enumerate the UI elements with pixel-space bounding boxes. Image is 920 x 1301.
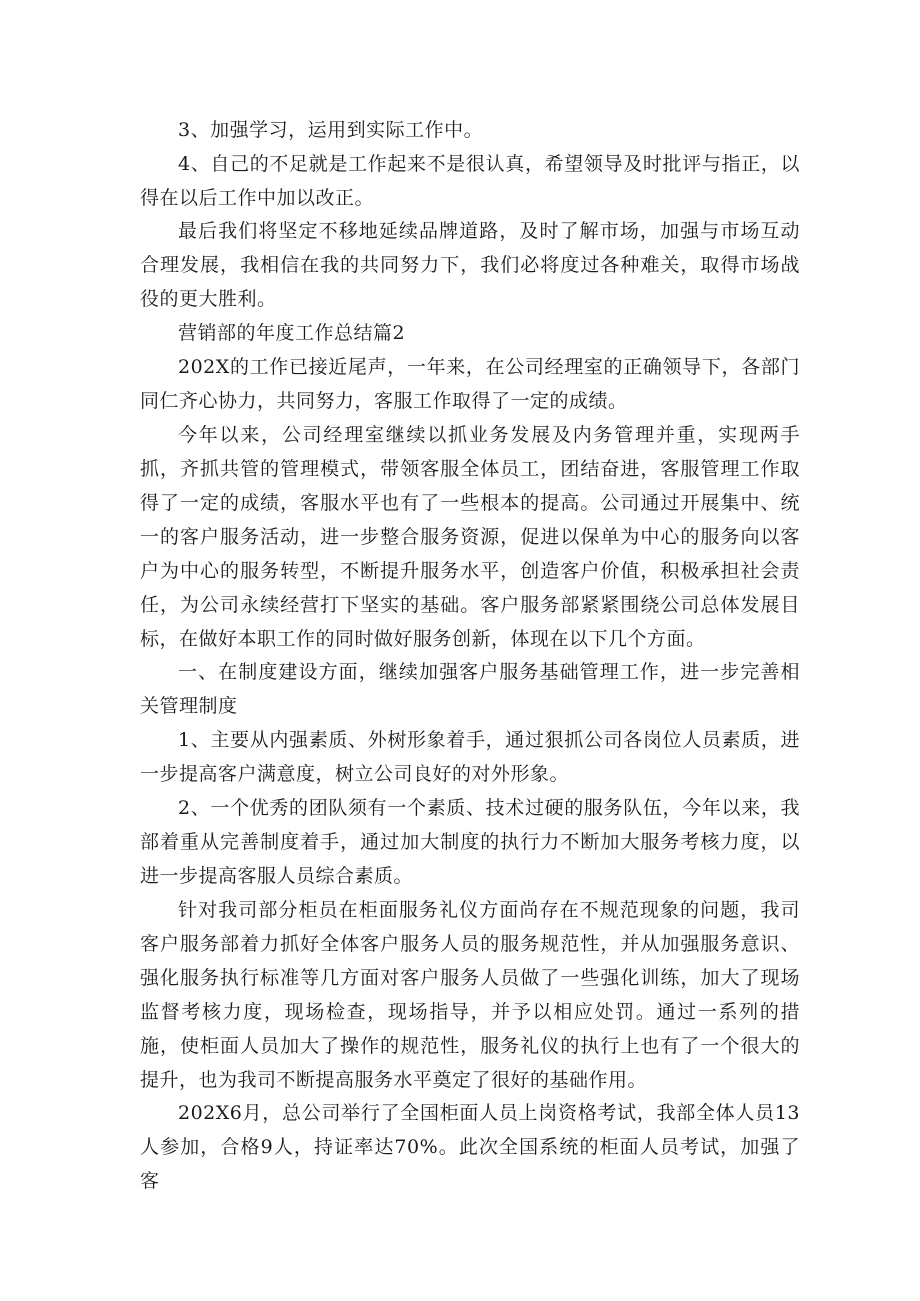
paragraph-10: 针对我司部分柜员在柜面服务礼仪方面尚存在不规范现象的问题，我司客户服务部着力抓好全体客户服务人员的服务规范性，并从加强服务意识、强化服务执行标准等几方面对客户服务人员做了一些强化训练，加大了现场监督考核力度，现场检查，现场指导，并予以相应处罚。通过一系列的措施，使柜面人员加大了操作的规范性，服务礼仪的执行上也有了一个很大的提升，也为我司不断提高服务水平奠定了很好的基础作用。 (140, 899, 800, 1091)
paragraph-8: 1、主要从内强素质、外树形象着手，通过狠抓公司各岗位人员素质，进一步提高客户满意度，树立公司良好的对外形象。 (140, 729, 800, 785)
paragraph-9: 2、一个优秀的团队须有一个素质、技术过硬的服务队伍，今年以来，我部着重从完善制度着手，通过加大制度的执行力不断加大服务考核力度，以进一步提高客服人员综合素质。 (140, 797, 800, 887)
paragraph-6: 今年以来，公司经理室继续以抓业务发展及内务管理并重，实现两手抓，齐抓共管的管理模式，带领客服全体员工，团结奋进，客服管理工作取得了一定的成绩，客服水平也有了一些根本的提高。公司通过开展集中、统一的客户服务活动，进一步整合服务资源，促进以保单为中心的服务向以客户为中心的服务转型，不断提升服务水平，创造客户价值，积极承担社会责任，为公司永续经营打下坚实的基础。客户服务部紧紧围绕公司总体发展目标，在做好本职工作的同时做好服务创新，体现在以下几个方面。 (140, 424, 800, 650)
subsection-heading: 一、在制度建设方面，继续加强客户服务基础管理工作，进一步完善相关管理制度 (140, 661, 800, 717)
paragraph-2: 4、自己的不足就是工作起来不是很认真，希望领导及时批评与指正，以得在以后工作中加以改正。 (140, 153, 800, 209)
section-heading: 营销部的年度工作总结篇2 (178, 322, 406, 344)
paragraph-5: 202X的工作已接近尾声，一年来，在公司经理室的正确领导下，各部门同仁齐心协力，共同努力，客服工作取得了一定的成绩。 (140, 356, 800, 412)
paragraph-3: 最后我们将坚定不移地延续品牌道路，及时了解市场，加强与市场互动合理发展，我相信在我的共同努力下，我们必将度过各种难关，取得市场战役的更大胜利。 (140, 220, 800, 310)
paragraph-11: 202X6月，总公司举行了全国柜面人员上岗资格考试，我部全体人员13人参加，合格9人，持证率达70%。此次全国系统的柜面人员考试，加强了客 (140, 1102, 800, 1192)
paragraph-1: 3、加强学习，运用到实际工作中。 (178, 119, 484, 141)
